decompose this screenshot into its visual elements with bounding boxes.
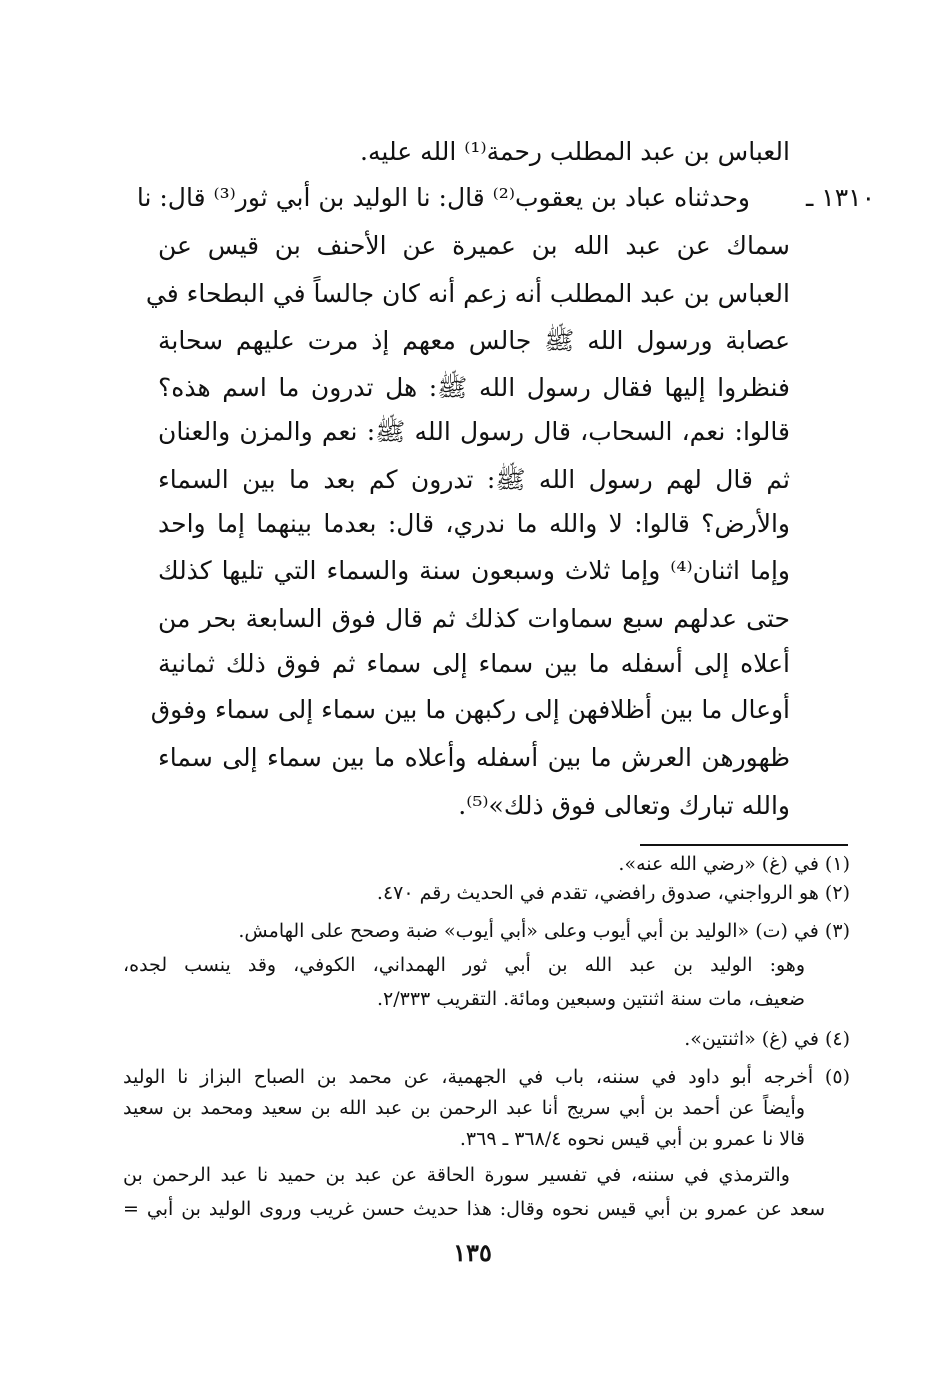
text-line-2: وحدثناه عباد بن يعقوب⁽²⁾ قال: نا الوليد بن أبي ثور⁽³⁾ قال: نا [136,183,750,212]
text-line-5: عصابة ورسول الله ﷺ جالس معهم إذ مرت عليهم سحابة [158,326,790,355]
text-line-7: قالوا: نعم، السحاب، قال رسول الله ﷺ: نعم والمزن والعنان [158,417,790,446]
footnote-5-continued: وأيضاً عن أحمد بن أبي سريج أنا عبد الرحمن بن عبد الله بن سعيد ومحمد بن سعيد [123,1097,805,1119]
footnote-separator [640,844,848,846]
text-line-10: وإما اثنان⁽⁴⁾ وإما ثلاث وسبعون سنة والسماء التي تليها كذلك [158,556,790,585]
footnote-5: (٥) أخرجه أبو داود في سننه، باب في الجهمية، عن محمد بن الصباح البزاز نا الوليد [123,1066,850,1088]
hadith-number: ١٣١٠ ـ [806,183,875,212]
footnote-2: (٢) هو الرواجني، صدوق رافضي، تقدم في الحديث رقم ٤٧٠. [376,882,850,904]
page-number: ١٣٥ [453,1238,492,1267]
text-line-6: فنظروا إليها فقال رسول الله ﷺ: هل تدرون ما اسم هذه؟ [158,373,790,402]
footnote-5-paragraph: والترمذي في سننه، في تفسير سورة الحاقة عن عبد بن حميد نا عبد الرحمن بن [123,1164,790,1186]
text-line-12: أعلاه إلى أسفله ما بين سماء إلى سماء ثم فوق ذلك ثمانية [158,649,790,678]
footnote-3: (٣) في (ت) «الوليد بن أبي أيوب وعلى «أبي أيوب» ضبة وصحح على الهامش. [238,920,850,942]
text-line-1: العباس بن عبد المطلب رحمة⁽¹⁾ الله عليه. [360,137,790,166]
footnote-1: (١) في (غ) «رضي الله عنه». [618,853,850,875]
text-line-11: حتى عدلهم سبع سماوات كذلك ثم قال فوق السابعة بحر من [158,604,790,633]
footnote-3-continued: وهو: الوليد بن عبد الله بن أبي ثور الهمداني، الكوفي، وقد ينسب لجده، [123,954,805,976]
text-line-15: والله تبارك وتعالى فوق ذلك»⁽⁵⁾. [458,791,790,820]
text-line-14: ظهورهن العرش ما بين أسفله وأعلاه ما بين سماء إلى سماء [158,743,790,772]
text-line-3: سماك عن عبد الله بن عميرة عن الأحنف بن قيس عن [158,231,790,260]
footnote-5-paragraph-end: سعد عن عمرو بن أبي قيس نحوه وقال: هذا حديث حسن غريب وروى الوليد بن أبي = [123,1198,825,1220]
footnote-5-line-3: قالا نا عمرو بن أبي قيس نحوه ٣٦٨/٤ ـ ٣٦٩. [459,1128,805,1150]
text-line-4: العباس بن عبد المطلب أنه زعم أنه كان جالساً في البطحاء في [145,279,790,308]
text-line-13: أوعال ما بين أظلافهن إلى ركبهن ما بين سماء إلى سماء وفوق [150,695,790,724]
text-line-8: ثم قال لهم رسول الله ﷺ: تدرون كم بعد ما بين السماء [158,465,790,494]
footnote-4: (٤) في (غ) «اثنتين». [684,1028,850,1050]
text-line-9: والأرض؟ قالوا: لا والله ما ندري، قال: بعدما بينهما إما واحد [158,509,790,538]
footnote-3-end: ضعيف، مات سنة اثنتين وسبعين ومائة. التقريب ٢/٣٣٣. [376,988,805,1010]
